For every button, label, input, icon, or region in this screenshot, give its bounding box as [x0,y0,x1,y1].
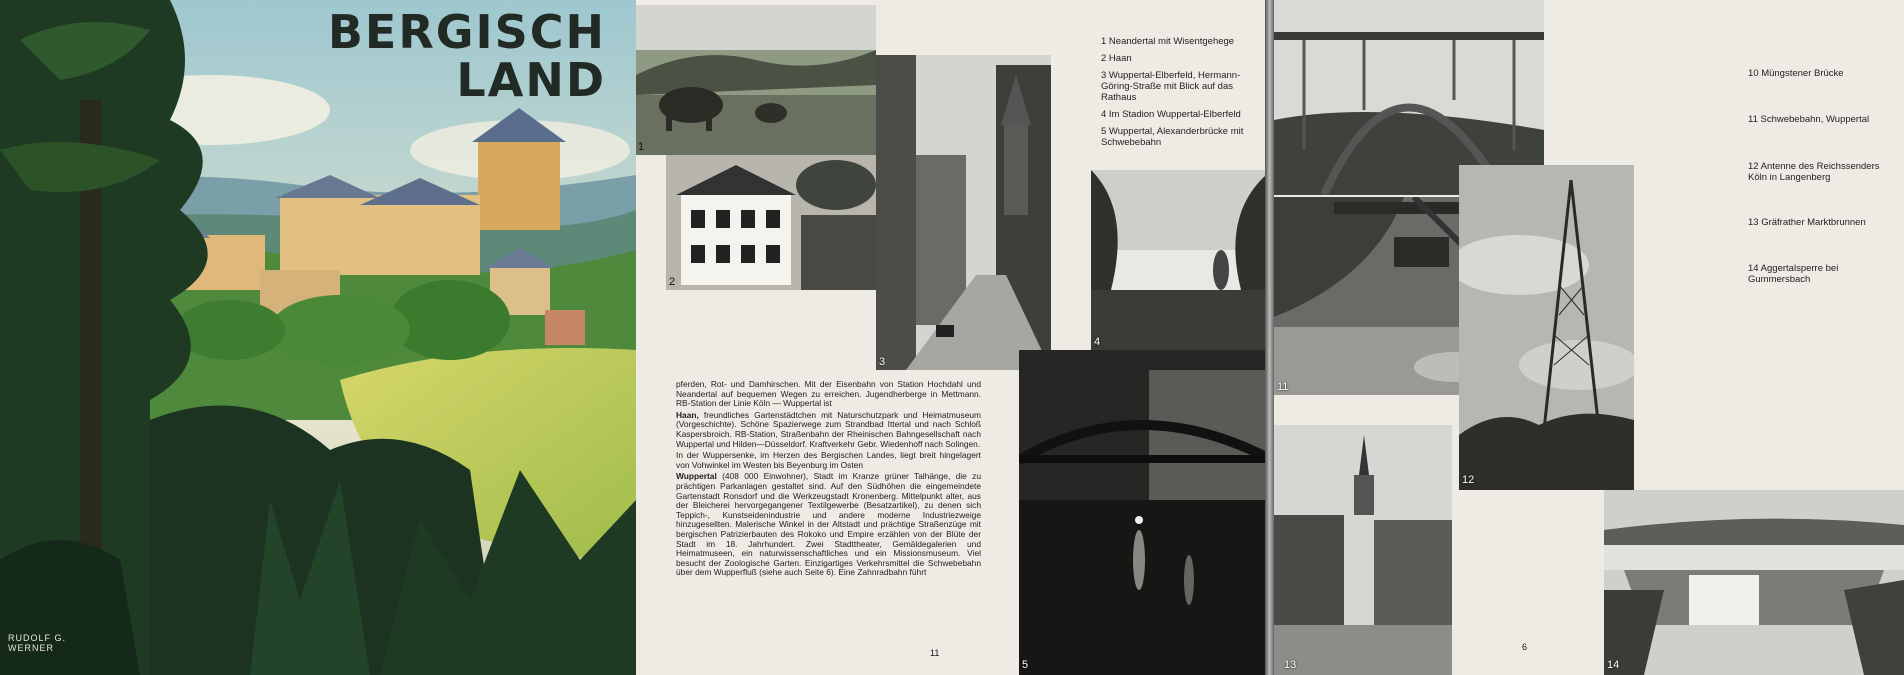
photo-aggertalsperre [1604,490,1904,675]
artist-line2: WERNER [8,643,54,653]
body-heading-wuppertal: Wuppertal [676,471,717,482]
caption-14: 14 Aggertalsperre bei Gummersbach [1748,263,1839,285]
captions-10-14 [1748,68,1888,285]
photo-alexanderbruecke [1019,350,1272,675]
photo-antenne-langenberg [1459,165,1634,490]
article-body [676,380,981,580]
photo-number-3: 3 [879,356,886,368]
captions-1-5 [1101,36,1261,148]
artist-signature [8,633,66,653]
artist-line1: RUDOLF G. [8,633,67,643]
photo-number-2: 2 [669,276,676,288]
caption-13: 13 Gräfrather Marktbrunnen [1748,217,1866,228]
haan-house-drawing [666,155,876,290]
body-text-haan: freundliches Gartenstädtchen mit Naturschutzpark und Heimatmuseum (Vorgeschichte). Schöne Spazierwege zum Strandbad Ittertal und nach Schloß Kaspersbroich. RB-Station, Straßenbahn der Rheinischen Bahngesellschaft nach Wuppertal und Hilden—Düsseldorf. Kraftverkehr Gebr. Wiedenhoff nach Solingen. [676,409,981,449]
photo-stadion [1091,170,1272,350]
dam-drawing [1604,490,1904,675]
body-paragraph-2 [676,411,981,449]
body-paragraph-1: pferden, Rot- und Damhirschen. Mit der Eisenbahn von Station Hochdahl und Neandertal auf bequemen Wegen zu erreichen. Jugendherberge in Mettmann. RB-Station der Linie Köln — Wuppertal ist [676,379,981,409]
photo-number-12: 12 [1462,474,1475,486]
cover-title-line1: BERGISCH [327,5,606,59]
middle-page [636,0,1272,675]
photo-haan [666,155,876,290]
photo-number-5: 5 [1022,659,1029,671]
cover-panel [0,0,636,675]
photo-elberfeld-street [876,55,1051,370]
body-text-wuppertal: (408 000 Einwohner), Stadt im Kranze grüner Talhänge, die zu prächtigen Parkanlagen gestaltet sind. Auf den Südhöhen die eingemeindete Gartenstadt Ronsdorf und die Werkzeugstadt Kronenberg. Mittelpunkt alter, aus der Bleicherei hervorgegangener Textilgewerbe (Besatzartikel), zu denen sich Teppich-, Kunstseidenindustrie und andere moderne Industriezweige hinzugesellten. Malerische Winkel in der Altstadt und prächtige Straßenzüge mit bergischen Patrizierbauten des Rokoko und Empire erzählen von der Blüte der Stadt im 18. Jahrhundert. Zwei Stadttheater, Gemäldegalerien und Heimatmuseen, ein naturwissenschaftliches und ein Missionsmuseum. Viel besucht der Zoologische Garten. Einzigartiges Verkehrsmittel die Schwebebahn über dem Wupperfluß (siehe auch Seite 6). Eine Zahnradbahn führt [676,471,981,578]
antenna-drawing [1459,165,1634,490]
caption-10: 10 Müngstener Brücke [1748,68,1844,79]
cover-title-line2: LAND [456,53,606,107]
page-gutter [1265,0,1274,675]
right-page [1274,0,1904,675]
bridge-night-drawing [1019,350,1272,675]
page-number-right: 6 [1522,642,1528,652]
photo-number-4: 4 [1094,336,1101,348]
caption-12: 12 Antenne des Reichssenders Köln in Langenberg [1748,161,1880,183]
caption-2: 2 Haan [1101,53,1132,64]
caption-1: 1 Neandertal mit Wisentgehege [1101,36,1235,47]
photo-graefrath [1274,425,1452,675]
photo-bison [636,5,876,155]
cover-title [327,5,606,107]
photo-number-13: 13 [1284,659,1297,671]
caption-5: 5 Wuppertal, Alexanderbrücke mit Schwebebahn [1101,126,1244,148]
photo-number-14: 14 [1607,659,1620,671]
body-paragraph-3: In der Wuppersenke, im Herzen des Bergischen Landes, liegt breit hingelagert von Vohwinkel im Westen bis Beyenburg im Osten [676,450,981,470]
page-number-middle: 11 [930,648,940,658]
caption-3: 3 Wuppertal-Elberfeld, Hermann-Göring-Straße mit Blick auf das Rathaus [1101,70,1241,103]
graefrath-drawing [1274,425,1452,675]
photo-number-11: 11 [1277,381,1289,393]
bison-drawing [636,5,876,155]
body-heading-haan: Haan, [676,409,699,420]
street-drawing [876,55,1051,370]
stadion-drawing [1091,170,1272,350]
body-paragraph-4 [676,472,981,578]
caption-4: 4 Im Stadion Wuppertal-Elberfeld [1101,109,1241,120]
caption-11: 11 Schwebebahn, Wuppertal [1748,114,1870,125]
photo-number-1: 1 [638,141,645,153]
